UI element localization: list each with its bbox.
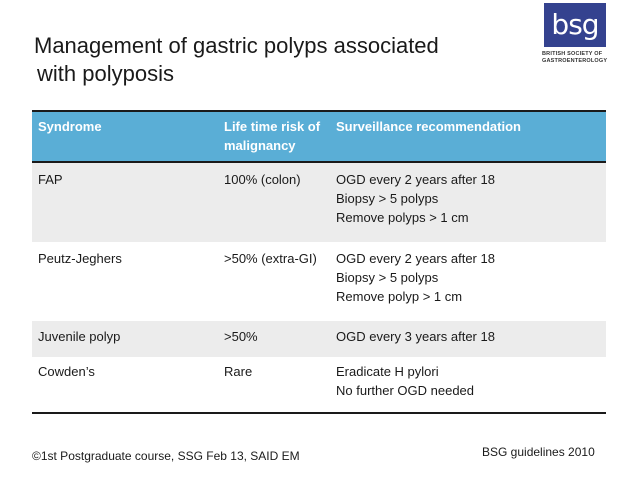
header-syndrome: Syndrome [38,119,102,134]
cell-syndrome: Juvenile polyp [38,329,121,344]
logo-org-line-2: GASTROENTEROLOGY [542,58,608,64]
bsg-logo-mark: bsg [544,3,606,47]
table-header-row [32,111,606,162]
slide-title-line-2: with polyposis [37,61,174,86]
table-row [32,162,606,242]
surveillance-line: OGD every 3 years after 18 [336,329,495,344]
table-row [32,321,606,357]
cell-risk: 100% (colon) [224,172,301,187]
table-row [32,242,606,321]
cell-surveillance [330,357,606,413]
header-lifetime-risk: Life time risk of malignancy [224,119,321,153]
slide-title [34,32,439,88]
cell-syndrome: Cowden’s [38,364,95,379]
footer-source: BSG guidelines 2010 [482,445,595,459]
surveillance-line: OGD every 2 years after 18 [336,172,495,187]
cell-risk: >50% (extra-GI) [224,251,317,266]
cell-surveillance [330,242,606,321]
cell-surveillance [330,162,606,242]
surveillance-line: OGD every 2 years after 18 [336,251,495,266]
cell-risk: Rare [224,364,253,379]
header-surveillance: Surveillance recommendation [336,119,521,134]
cell-syndrome: FAP [38,172,63,187]
table-row [32,357,606,413]
bsg-logo-org-name [542,51,612,65]
polyposis-table [32,110,606,414]
cell-risk: >50% [224,329,258,344]
bsg-logo [542,3,612,65]
cell-syndrome: Peutz-Jeghers [38,251,122,266]
surveillance-line: Remove polyp > 1 cm [336,289,463,304]
surveillance-line: No further OGD needed [336,383,475,398]
footer-copyright: ©1st Postgraduate course, SSG Feb 13, SAID EM [32,449,300,463]
surveillance-line: Eradicate H pylori [336,364,439,379]
logo-org-line-1: BRITISH SOCIETY OF [542,51,603,57]
cell-surveillance [330,321,606,357]
slide-title-line-1: Management of gastric polyps associated [34,33,439,58]
surveillance-line: Biopsy > 5 polyps [336,270,439,285]
surveillance-line: Remove polyps > 1 cm [336,210,469,225]
surveillance-line: Biopsy > 5 polyps [336,191,439,206]
